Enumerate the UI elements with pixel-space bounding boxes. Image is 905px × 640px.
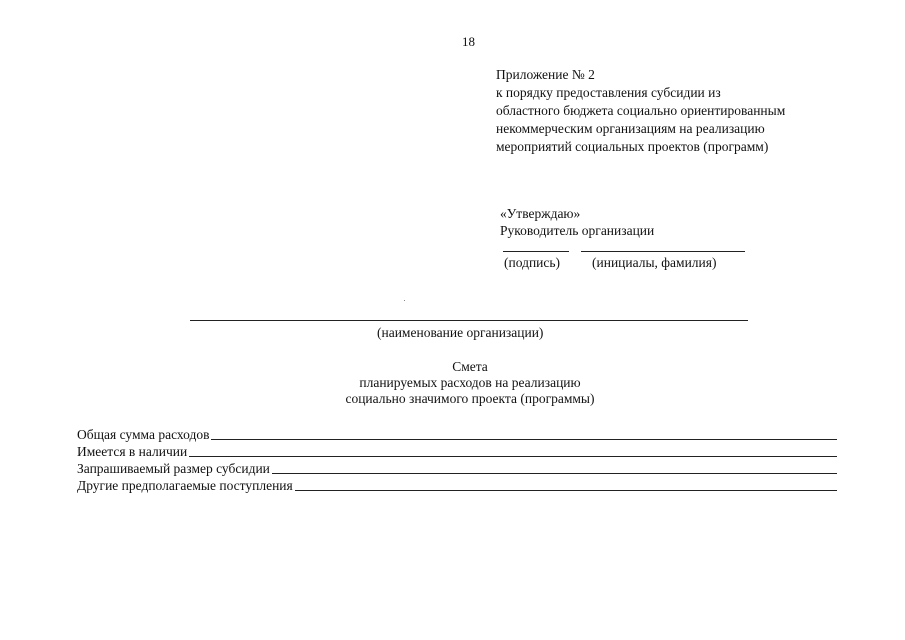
- page-number: 18: [462, 34, 475, 49]
- organization-caption: (наименование организации): [377, 325, 544, 340]
- field-other-income: [77, 476, 837, 493]
- field-label: Имеется в наличии: [77, 443, 188, 459]
- name-caption: (инициалы, фамилия): [592, 255, 717, 270]
- scan-speck: [404, 300, 405, 301]
- organization-name-line[interactable]: [190, 320, 748, 321]
- signature-line[interactable]: [503, 251, 569, 252]
- field-requested-subsidy: [77, 459, 837, 476]
- appendix-header: [496, 66, 785, 156]
- signature-caption: (подпись): [504, 255, 561, 270]
- field-blank[interactable]: [211, 438, 837, 440]
- document-title: [270, 359, 670, 407]
- approval-heading: «Утверждаю»: [500, 206, 581, 221]
- field-available: [77, 442, 837, 459]
- appendix-line: Приложение № 2: [496, 67, 595, 82]
- field-blank[interactable]: [189, 455, 837, 457]
- approval-block: [500, 205, 654, 239]
- appendix-line: областного бюджета социально ориентированным: [496, 103, 786, 118]
- name-line[interactable]: [581, 251, 745, 252]
- field-label: Общая сумма расходов: [77, 426, 210, 442]
- title-line: Смета: [452, 359, 488, 374]
- field-blank[interactable]: [295, 489, 837, 491]
- field-label: Запрашиваемый размер субсидии: [77, 460, 270, 476]
- appendix-line: некоммерческим организациям на реализацию: [496, 121, 765, 136]
- appendix-line: мероприятий социальных проектов (программ): [496, 139, 769, 154]
- title-line: планируемых расходов на реализацию: [359, 375, 581, 390]
- field-total-expenses: [77, 425, 837, 442]
- appendix-line: к порядку предоставления субсидии из: [496, 85, 721, 100]
- title-line: социально значимого проекта (программы): [345, 391, 595, 406]
- field-label: Другие предполагаемые поступления: [77, 477, 293, 493]
- approval-role: Руководитель организации: [500, 223, 655, 238]
- field-blank[interactable]: [272, 472, 837, 474]
